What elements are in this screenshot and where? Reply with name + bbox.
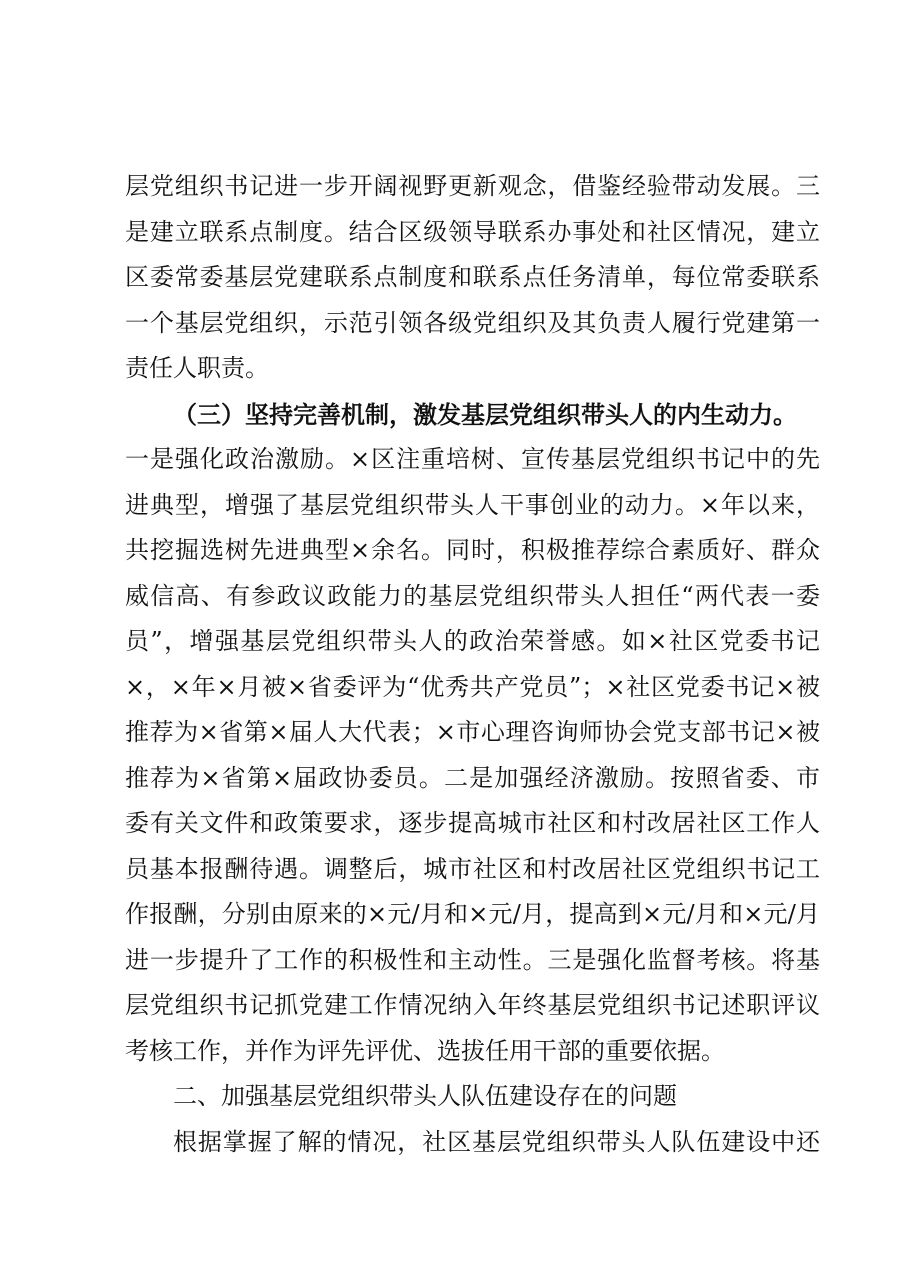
body-line: 一个基层党组织，示范引领各级党组织及其负责人履行党建第一 bbox=[125, 308, 820, 337]
body-line: 一是强化政治激励。×区注重培树、宣传基层党组织书记中的先 bbox=[125, 445, 820, 473]
body-line: 考核工作，并作为评先评优、选拔任用干部的重要依据。 bbox=[125, 1036, 725, 1065]
section-heading: 二、加强基层党组织带头人队伍建设存在的问题 bbox=[173, 1082, 677, 1110]
body-line: 是建立联系点制度。结合区级领导联系办事处和社区情况，建立 bbox=[125, 217, 820, 246]
body-line: 进典型，增强了基层党组织带头人干事创业的动力。×年以来， bbox=[125, 490, 820, 519]
body-line: 区委常委基层党建联系点制度和联系点任务清单，每位常委联系 bbox=[125, 263, 820, 291]
body-line: 进一步提升了工作的积极性和主动性。三是强化监督考核。将基 bbox=[125, 945, 820, 974]
body-line: 作报酬，分别由原来的×元/月和×元/月，提高到×元/月和×元/月 bbox=[125, 900, 820, 928]
body-line: 员”，增强基层党组织带头人的政治荣誉感。如×社区党委书记 bbox=[125, 627, 820, 655]
body-line: 根据掌握了解的情况，社区基层党组织带头人队伍建设中还 bbox=[173, 1127, 820, 1156]
body-line: 威信高、有参政议政能力的基层党组织带头人担任“两代表一委 bbox=[125, 581, 820, 610]
body-line: 层党组织书记抓党建工作情况纳入年终基层党组织书记述职评议 bbox=[125, 991, 820, 1019]
body-line: 推荐为×省第×届政协委员。二是加强经济激励。按照省委、市 bbox=[125, 763, 820, 792]
body-line: 员基本报酬待遇。调整后，城市社区和村改居社区党组织书记工 bbox=[125, 854, 820, 883]
body-line: 层党组织书记进一步开阔视野更新观念，借鉴经验带动发展。三 bbox=[125, 172, 820, 200]
body-line: ×，×年×月被×省委评为“优秀共产党员”；×社区党委书记×被 bbox=[125, 672, 820, 701]
section-subheading: （三）坚持完善机制，激发基层党组织带头人的内生动力。 bbox=[173, 399, 797, 429]
body-line: 责任人职责。 bbox=[125, 354, 269, 382]
document-body bbox=[125, 164, 820, 1165]
body-line: 委有关文件和政策要求，逐步提高城市社区和村改居社区工作人 bbox=[125, 809, 820, 837]
body-line: 共挖掘选树先进典型×余名。同时，积极推荐综合素质好、群众 bbox=[125, 536, 820, 564]
body-line: 推荐为×省第×届人大代表；×市心理咨询师协会党支部书记×被 bbox=[125, 718, 820, 746]
